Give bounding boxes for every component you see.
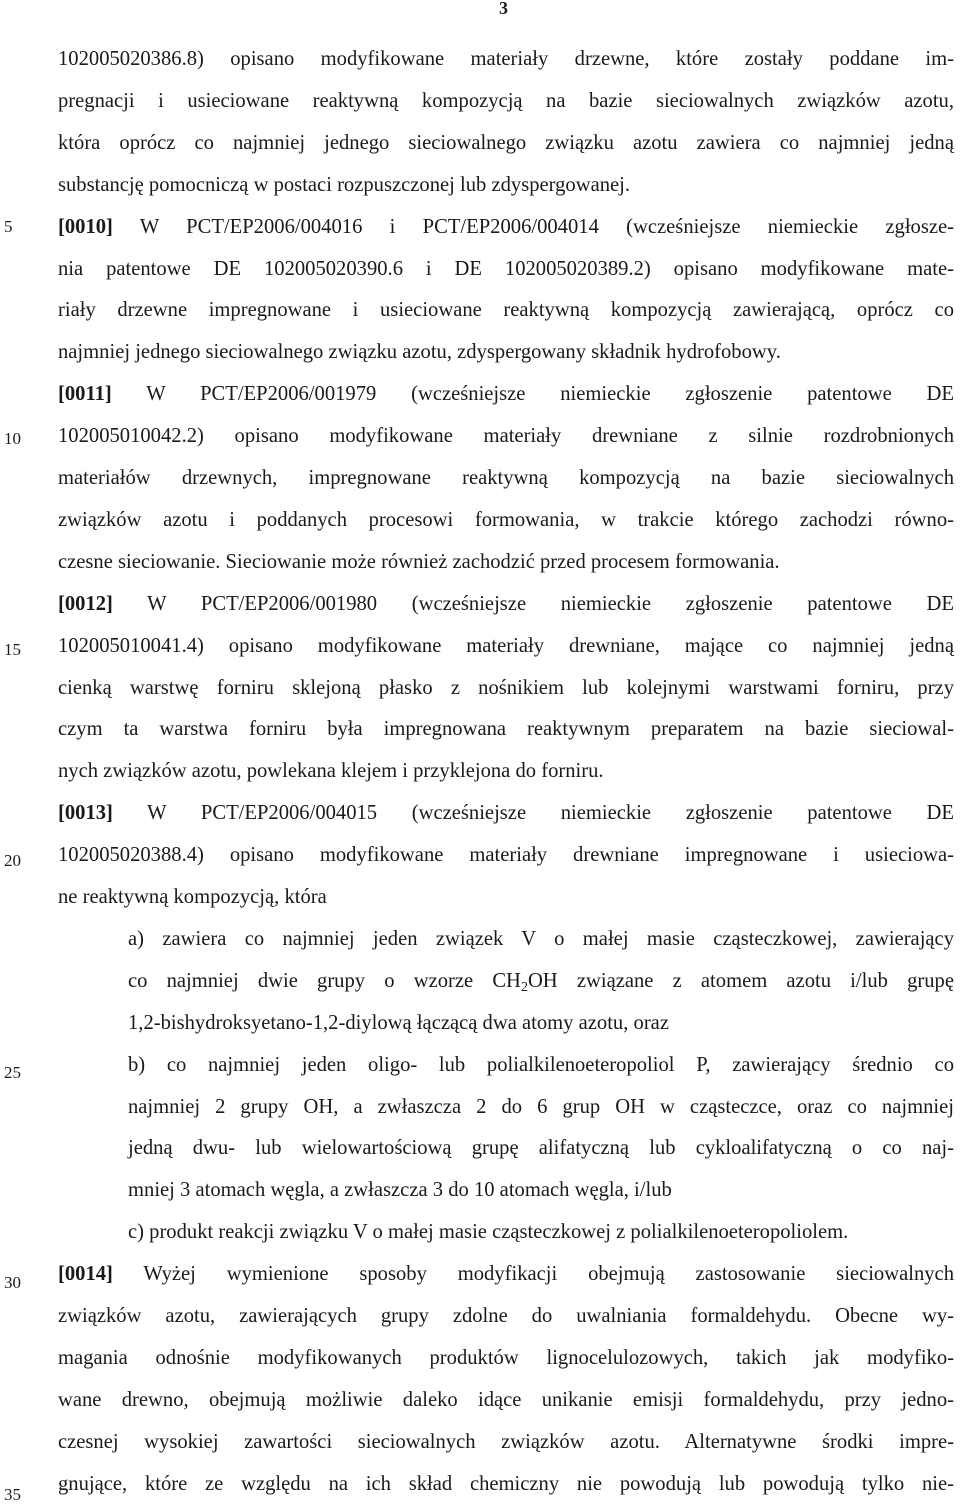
text-line <box>58 842 954 868</box>
text-line <box>58 549 954 575</box>
subscript: 2 <box>520 979 528 995</box>
line-text: czym ta warstwa forniru była impregnowana reaktywnym preparatem na bazie sieciowal- <box>58 718 954 741</box>
margin-line-number: 25 <box>4 1063 21 1082</box>
line-text: czesnej wysokiej zawartości sieciowalnych związków azotu. Alternatywne środki impre- <box>58 1430 954 1453</box>
line-text: co najmniej dwie grupy o wzorze CH <box>128 969 521 992</box>
line-text: nia patentowe DE 102005020390.6 i DE 102005020389.2) opisano modyfikowane mate- <box>58 257 954 280</box>
line-text: gnujące, które ze względu na ich skład chemiczny nie powodują lub powodują tylko nie- <box>58 1472 954 1495</box>
paragraph-id: [0011] <box>58 383 112 406</box>
line-text: mniej 3 atomach węgla, a zwłaszcza 3 do 10 atomach węgla, i/lub <box>128 1179 672 1202</box>
margin-line-number: 15 <box>4 640 21 659</box>
margin-line-number: 30 <box>4 1273 21 1292</box>
line-text: najmniej 2 grupy OH, a zwłaszcza 2 do 6 grup OH w cząsteczce, oraz co najmniej <box>128 1095 954 1118</box>
text-line <box>58 1261 954 1287</box>
line-text: ne reaktywną kompozycją, która <box>58 886 327 908</box>
text-line <box>58 88 954 114</box>
text-line <box>58 339 954 365</box>
text-line <box>58 1345 954 1371</box>
line-text: czesne sieciowanie. Sieciowanie może również zachodzić przed procesem formowania. <box>58 550 780 573</box>
line-text: związków azotu, zawierających grupy zdolne do uwalniania formaldehydu. Obecne wy- <box>58 1305 954 1327</box>
line-text: 102005020388.4) opisano modyfikowane materiały drewniane impregnowane i usieciowa- <box>58 844 954 867</box>
line-text: 102005010042.2) opisano modyfikowane materiały drewniane z silnie rozdrobnionych <box>58 425 954 448</box>
margin-line-number: 10 <box>4 429 21 448</box>
text-line <box>128 1135 954 1161</box>
text-line <box>128 1052 954 1078</box>
text-line <box>58 1471 954 1497</box>
line-text: cienką warstwę forniru sklejoną płasko z nośnikiem lub kolejnymi warstwami forniru, przy <box>58 676 954 699</box>
line-text: W PCT/EP2006/004015 (wcześniejsze niemieckie zgłoszenie patentowe DE <box>112 802 954 825</box>
text-line <box>58 130 954 156</box>
line-text: pregnacji i usieciowane reaktywną kompozycją na bazie sieciowalnych związków azotu, <box>58 89 954 112</box>
text-line <box>58 884 954 910</box>
page-number: 3 <box>499 0 508 18</box>
text-line <box>58 465 954 491</box>
line-text: W PCT/EP2006/004016 i PCT/EP2006/004014 (wcześniejsze niemieckie zgłosze- <box>112 215 954 238</box>
text-line <box>58 256 954 282</box>
text-line <box>128 968 954 1001</box>
text-line <box>128 1219 954 1245</box>
line-text: a) zawiera co najmniej jeden związek V o małej masie cząsteczkowej, zawierający <box>128 927 954 950</box>
line-text: materiałów drzewnych, impregnowane reaktywną kompozycją na bazie sieciowalnych <box>58 467 954 489</box>
text-line <box>58 423 954 449</box>
line-text: wane drewno, obejmują możliwie daleko idące unikanie emisji formaldehydu, przy jedno- <box>58 1388 954 1411</box>
text-line <box>58 214 954 240</box>
line-text: 102005010041.4) opisano modyfikowane materiały drewniane, mające co najmniej jedną <box>58 634 954 657</box>
text-line <box>58 591 954 617</box>
paragraph-id: [0010] <box>58 215 113 238</box>
line-text: c) produkt reakcji związku V o małej masie cząsteczkowej z polialkilenoeteropoliolem. <box>128 1221 849 1244</box>
margin-line-number: 35 <box>4 1485 21 1504</box>
margin-line-number: 5 <box>4 217 13 236</box>
line-text: Wyżej wymienione sposoby modyfikacji obejmują zastosowanie sieciowalnych <box>112 1263 954 1286</box>
text-line <box>58 46 954 72</box>
text-line <box>58 297 954 323</box>
text-line <box>58 1303 954 1329</box>
line-text: substancję pomocniczą w postaci rozpuszczonej lub zdyspergowanej. <box>58 173 631 196</box>
text-line <box>58 381 954 407</box>
text-line <box>58 800 954 826</box>
paragraph-id: [0014] <box>58 1263 113 1286</box>
text-line <box>58 716 954 742</box>
paragraph-id: [0013] <box>58 802 113 825</box>
line-text: jedną dwu- lub wielowartościową grupę alifatyczną lub cykloalifatyczną o co naj- <box>128 1137 954 1160</box>
line-text: OH związane z atomem azotu i/lub grupę <box>527 969 954 992</box>
line-text: W PCT/EP2006/001979 (wcześniejsze niemieckie zgłoszenie patentowe DE <box>111 383 954 406</box>
text-line <box>128 1094 954 1120</box>
text-line <box>58 633 954 659</box>
text-line <box>128 1177 954 1203</box>
line-text: W PCT/EP2006/001980 (wcześniejsze niemieckie zgłoszenie patentowe DE <box>112 592 954 615</box>
paragraph-id: [0012] <box>58 592 113 615</box>
text-line <box>128 1010 954 1036</box>
text-line <box>58 507 954 533</box>
line-text: 1,2-bishydroksyetano-1,2-diylową łączącą dwa atomy azotu, oraz <box>128 1011 669 1034</box>
text-line <box>58 1429 954 1455</box>
text-line <box>58 675 954 701</box>
line-text: związków azotu i poddanych procesowi formowania, w trakcie którego zachodzi równo- <box>58 508 954 531</box>
text-line <box>58 1387 954 1413</box>
text-line <box>128 926 954 952</box>
line-text: magania odnośnie modyfikowanych produktów lignocelulozowych, takich jak modyfiko- <box>58 1346 954 1369</box>
line-text: 102005020386.8) opisano modyfikowane materiały drzewne, które zostały poddane im- <box>58 48 954 70</box>
line-text: b) co najmniej jeden oligo- lub polialkilenoeteropoliol P, zawierający średnio co <box>128 1053 954 1076</box>
line-text: najmniej jednego sieciowalnego związku azotu, zdyspergowany składnik hydrofobowy. <box>58 341 781 364</box>
line-text: riały drzewne impregnowane i usieciowane reaktywną kompozycją zawierającą, oprócz co <box>58 299 954 322</box>
line-text: nych związków azotu, powlekana klejem i przyklejona do forniru. <box>58 760 604 783</box>
line-text: która oprócz co najmniej jednego sieciowalnego związku azotu zawiera co najmniej jedną <box>58 131 954 154</box>
margin-line-number: 20 <box>4 851 21 870</box>
text-line <box>58 172 954 198</box>
text-line <box>58 758 954 784</box>
